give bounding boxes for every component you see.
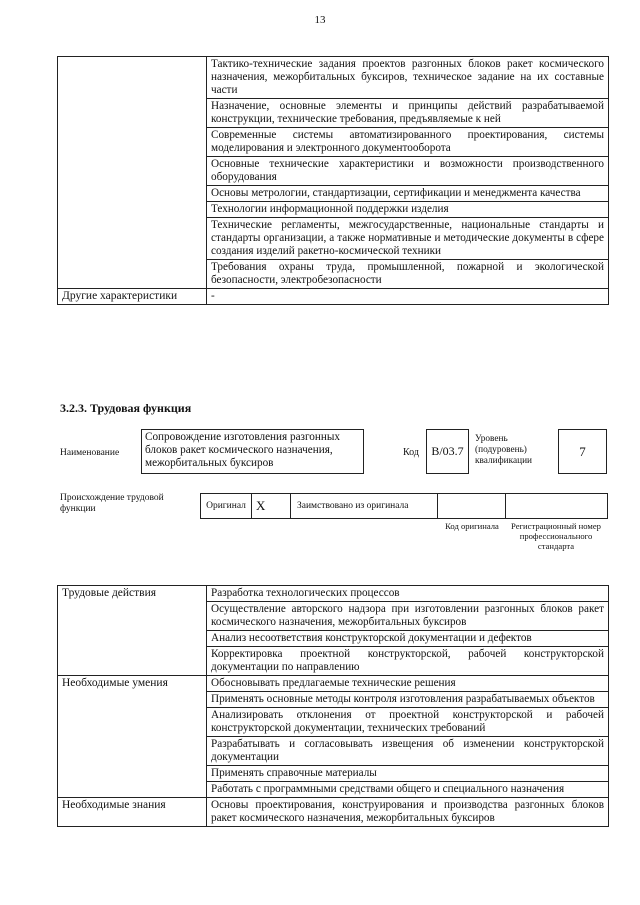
table-row [58, 798, 609, 827]
row-item: - [207, 289, 609, 305]
row-item: Анализировать отклонения от проектной конструкторской и рабочей конструкторской документации, технических требований [207, 708, 609, 737]
name-label: Наименование [60, 448, 120, 458]
row-label: Трудовые действия [58, 586, 207, 676]
row-item: Анализ несоответствия конструкторской документации и дефектов [207, 631, 609, 647]
registration-number-cell [505, 493, 608, 519]
section-title: 3.2.3. Трудовая функция [60, 401, 192, 415]
level-label: Уровень (подуровень) квалификации [475, 434, 533, 466]
table-row [58, 289, 609, 305]
table-row [58, 586, 609, 602]
knowledge-table-continued [57, 56, 609, 305]
origin-label: Происхождение трудовой функции [60, 493, 164, 514]
table-row [58, 57, 609, 99]
row-item: Технологии информационной поддержки изделия [207, 202, 609, 218]
original-code-cell [437, 493, 506, 519]
level-value: 7 [558, 429, 607, 474]
code-caption: Код оригинала [445, 521, 499, 531]
row-item: Основные технические характеристики и возможности производственного оборудования [207, 157, 609, 186]
row-item: Разрабатывать и согласовывать извещения об изменении конструкторской документации [207, 737, 609, 766]
registration-caption: Регистрационный номер профессионального стандарта [511, 521, 601, 551]
row-item: Технические регламенты, межгосударственные, национальные стандарты и стандарты организации, а также нормативные и методические документы в сфере создания изделий ракетно-космической техники [207, 218, 609, 260]
table-row [58, 676, 609, 692]
row-item: Применять справочные материалы [207, 766, 609, 782]
row-item: Требования охраны труда, промышленной, пожарной и экологической безопасности, электробезопасности [207, 260, 609, 289]
row-item: Обосновывать предлагаемые технические решения [207, 676, 609, 692]
row-item: Современные системы автоматизированного проектирования, системы моделирования и электронного документооборота [207, 128, 609, 157]
row-item: Применять основные методы контроля изготовления разрабатываемых объектов [207, 692, 609, 708]
borrowed-label: Заимствовано из оригинала [290, 493, 438, 519]
row-label: Другие характеристики [58, 289, 207, 305]
row-label: Необходимые знания [58, 798, 207, 827]
code-label: Код [403, 447, 419, 458]
code-value: B/03.7 [426, 429, 469, 474]
row-item: Работать с программными средствами общего и специального назначения [207, 782, 609, 798]
row-item: Корректировка проектной конструкторской, рабочей конструкторской документации по направлению [207, 647, 609, 676]
row-label [58, 57, 207, 289]
function-name-value: Сопровождение изготовления разгонных блоков ракет космического назначения, межорбитальных буксиров [141, 429, 364, 474]
row-item: Основы проектирования, конструирования и производства разгонных блоков ракет космического назначения, межорбитальных буксиров [207, 798, 609, 827]
row-item: Осуществление авторского надзора при изготовлении разгонных блоков ракет космического назначения, межорбитальных буксиров [207, 602, 609, 631]
row-item: Тактико-технические задания проектов разгонных блоков ракет космического назначения, межорбитальных буксиров, техническое задание на их составные части [207, 57, 609, 99]
original-mark: X [251, 493, 291, 519]
original-label: Оригинал [200, 493, 252, 519]
row-item: Основы метрологии, стандартизации, сертификации и менеджмента качества [207, 186, 609, 202]
labor-function-table [57, 585, 609, 827]
row-item: Назначение, основные элементы и принципы действий разрабатываемой конструкции, технические требования, предъявляемые к ней [207, 99, 609, 128]
page-number: 13 [314, 14, 326, 26]
row-label: Необходимые умения [58, 676, 207, 798]
row-item: Разработка технологических процессов [207, 586, 609, 602]
